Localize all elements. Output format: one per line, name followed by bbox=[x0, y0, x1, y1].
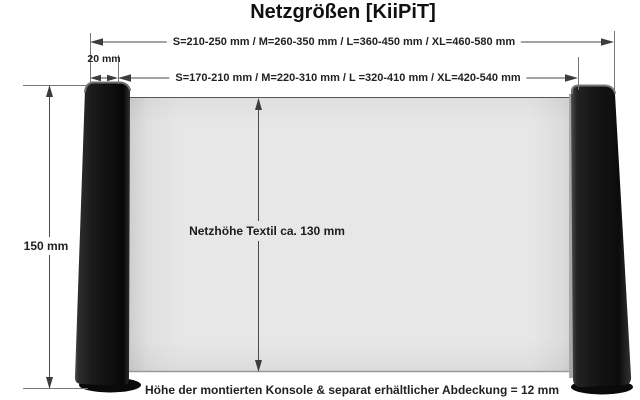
arrow-left-icon bbox=[90, 75, 101, 81]
right-post bbox=[569, 86, 633, 395]
arrow-left-icon bbox=[118, 74, 131, 82]
arrow-up-icon bbox=[46, 85, 53, 97]
page-title: Netzgrößen [KiiPiT] bbox=[250, 1, 436, 23]
arrow-right-icon bbox=[107, 75, 118, 81]
net-height-label: Netzhöhe Textil ca. 130 mm bbox=[184, 221, 350, 241]
outer-width-dimension-label: S=210-250 mm / M=260-350 mm / L=360-450 mm / XL=460-580 mm bbox=[167, 36, 521, 48]
footnote-label: Höhe der montierten Konsole & separat erhältlicher Abdeckung = 12 mm bbox=[145, 383, 559, 397]
bracket-width-arrow bbox=[90, 75, 118, 81]
total-height-label: 150 mm bbox=[21, 237, 72, 255]
arrow-left-icon bbox=[90, 38, 103, 46]
bracket-width-label: 20 mm bbox=[87, 53, 121, 65]
left-post-body bbox=[75, 83, 130, 386]
inner-width-dimension-label: S=170-210 mm / M=220-310 mm / L =320-410 mm / XL=420-540 mm bbox=[169, 72, 526, 84]
arrow-right-icon bbox=[565, 74, 578, 82]
arrow-down-icon bbox=[46, 377, 53, 389]
right-post-body bbox=[571, 86, 631, 387]
arrow-right-icon bbox=[601, 38, 614, 46]
